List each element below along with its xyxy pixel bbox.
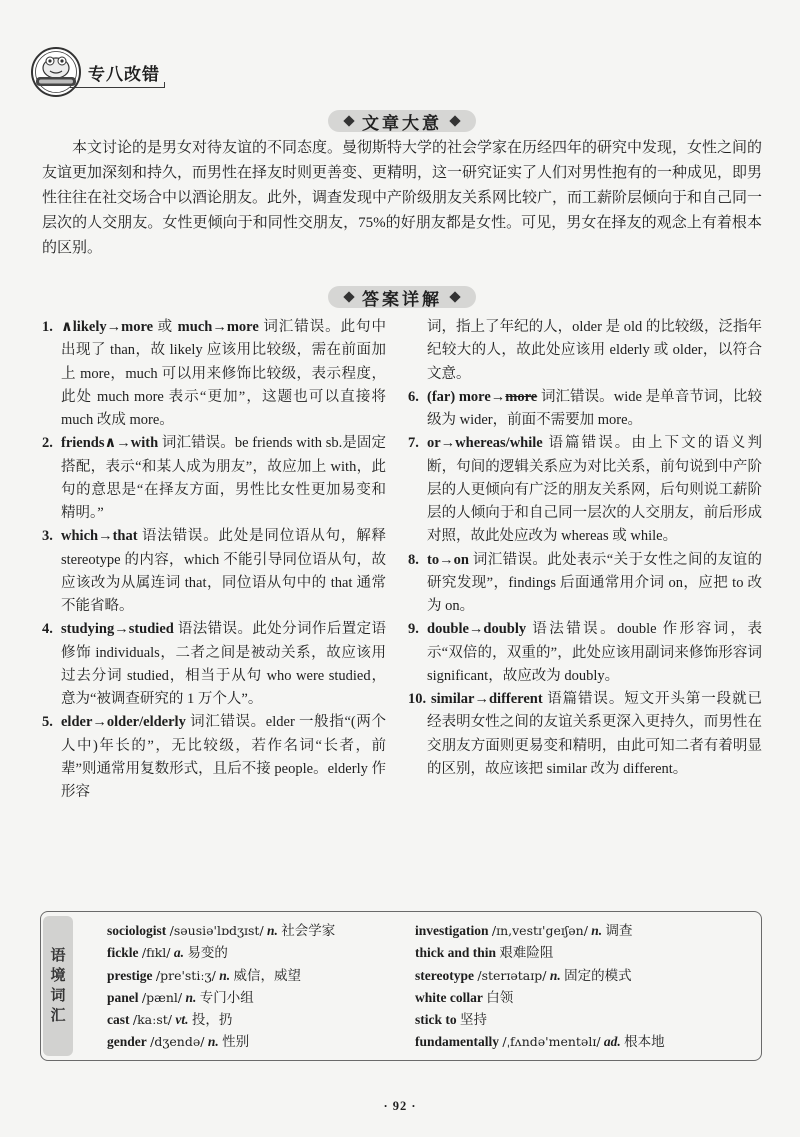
vocab-meaning: 专门小组 — [199, 989, 254, 1005]
vocab-pos: n. — [207, 1034, 219, 1050]
answer-columns — [42, 316, 762, 804]
logo-pupil-right — [60, 59, 63, 62]
explanation-text: 语篇错误。由上下文的语义判断，句间的逻辑关系应为对比关系，前句说到中产阶层的人更倾向有广泛的朋友关系网，后句则说工薪阶层的人倾向于和自己同一层次的人交朋友，前后形成对照，故此处应改为 whereas 或 while。 — [427, 435, 763, 545]
vocab-word: thick and thin — [415, 945, 497, 961]
vocab-word: stereotype — [415, 967, 474, 983]
explanation-text: 语法错误。此处分词作后置定语修饰 individuals，二者之间是被动关系，故应该用过去分词 studied，相当于从句 who were studied，意为“被调查研究的 1 万个人”。 — [61, 621, 387, 707]
answer-item-1 — [42, 316, 386, 432]
item-number: 2. — [42, 435, 53, 452]
vocab-meaning: 白领 — [486, 989, 514, 1005]
correction-text: (far) more→ — [427, 388, 506, 405]
explanation-text: 语法错误。double 作形容词，表示“双倍的，双重的”，此处应该用副词来修饰形容词 significant，故应改为 doubly。 — [427, 621, 763, 684]
answer-item-8 — [408, 549, 762, 619]
heading-band — [328, 286, 476, 308]
vocab-entry — [415, 920, 665, 942]
correction-text: which→that — [61, 528, 138, 545]
main-content — [42, 108, 762, 804]
vocab-entry — [415, 1031, 665, 1053]
vocab-meaning: 易变的 — [187, 945, 228, 961]
vocab-word: cast — [107, 1012, 130, 1028]
struck-word: more — [505, 388, 538, 405]
vocab-entry — [415, 942, 665, 964]
vocab-word: fundamentally — [415, 1034, 500, 1050]
item-number: 10. — [408, 691, 427, 707]
answers-right-column — [408, 316, 762, 804]
vocab-meaning: 艰难险阻 — [499, 945, 554, 961]
vocab-phonetic: /pænl/ — [141, 989, 183, 1005]
item-number: 3. — [42, 528, 53, 545]
vocab-word: sociologist — [107, 923, 167, 938]
vocab-meaning: 调查 — [605, 923, 633, 938]
answer-item-3 — [42, 525, 386, 618]
item-number: 7. — [408, 435, 419, 452]
header-underline-tick — [164, 82, 165, 88]
vocab-entry — [107, 1031, 335, 1053]
vocab-meaning: 根本地 — [624, 1034, 665, 1050]
heading-band — [328, 110, 476, 132]
correction-text: double→doubly — [427, 621, 527, 638]
vocab-word: fickle — [107, 945, 139, 961]
explanation-text: 语篇错误。短文开头第一段就已经表明女性之间的友谊关系更深入更持久，而男性在交朋友方面则更易变和精明，由此可知二者有着明显的区别，故应该把 similar 改为 different。 — [427, 691, 762, 777]
vocab-meaning: 性别 — [222, 1034, 250, 1050]
vocabulary-right-column — [415, 920, 665, 1054]
vocab-pos: n. — [267, 923, 278, 938]
page-number: · 92 · — [383, 1099, 417, 1113]
explanation-text: 词汇错误。此处表示“关于女性之间的友谊的研究发现”，findings 后面通常用介词 on，应把 to 改为 on。 — [427, 551, 763, 614]
explanation-text: 词，指上了年纪的人，older 是 old 的比较级，泛指年纪较大的人，故此处应该用 elderly 或 older，以符合文意。 — [427, 319, 762, 382]
heading-text: 答案详解 — [362, 289, 442, 309]
correction-text: friends∧→with — [61, 435, 159, 452]
answer-item-9 — [408, 618, 762, 688]
vocabulary-tab — [43, 916, 73, 1056]
vocab-entry — [107, 920, 335, 942]
item-number: 8. — [408, 551, 419, 568]
diamond-icon — [343, 115, 354, 126]
vocab-word: white collar — [415, 989, 483, 1005]
vocab-entry — [107, 965, 335, 987]
answers-heading — [42, 284, 762, 310]
correction-text: ∧likely→more — [61, 319, 154, 335]
correction-text-alt: much→more — [177, 319, 259, 335]
summary-heading — [42, 108, 762, 134]
vocab-entry — [415, 1009, 665, 1031]
vocab-meaning: 社会学家 — [281, 923, 336, 938]
vocab-meaning: 威信，威望 — [233, 967, 301, 983]
vocabulary-label: 语境词汇 — [50, 948, 66, 1024]
vocab-pos: n. — [549, 967, 561, 983]
answer-item-5 — [42, 711, 386, 804]
vocab-phonetic: /kaːst/ — [132, 1012, 172, 1028]
vocab-pos: n. — [591, 923, 603, 938]
chapter-title: 专八改错 — [88, 65, 160, 84]
explanation-text: 词汇错误。elder 一般指“(两个人中)年长的”，无比较级，若作名词“长者，前辈”则通常用复数形式，且后不接 people。elderly 作形容 — [61, 714, 386, 800]
vocab-word: panel — [107, 989, 139, 1005]
answer-item-5-continued — [408, 316, 762, 386]
explanation-text: 语法错误。此处是同位语从句，解释 stereotype 的内容，which 不能引导同位语从句，故应该改为从属连词 that，同位语从句中的 that 通常不能省略。 — [61, 528, 387, 614]
vocab-phonetic: /sterɪətaɪp/ — [477, 967, 547, 983]
correction-connector: 或 — [157, 319, 174, 335]
vocab-word: prestige — [107, 967, 153, 983]
vocabulary-box — [40, 911, 762, 1061]
vocab-entry — [107, 987, 335, 1009]
vocab-phonetic: /dʒendə/ — [150, 1034, 205, 1050]
answer-item-10 — [408, 688, 762, 781]
answer-item-4 — [42, 618, 386, 711]
summary-paragraph: 本文讨论的是男女对待友谊的不同态度。曼彻斯特大学的社会学家在历经四年的研究中发现，女性之间的友谊更加深刻和持久，而男性在择友时则更善变、更精明，这一研究证实了人们对男性抱有的一种成见，即男性往往在社交场合中以酒论朋友。此外，调查发现中产阶级朋友关系网比较广，而工薪阶层倾向于和自己同一层次的人交朋友。女性更倾向于和同性交朋友，75%的好朋友都是女性。可见，男女在择友的观念上有着根本的区别。 — [42, 140, 763, 256]
header-underline — [70, 87, 165, 88]
answer-item-7 — [408, 432, 762, 548]
vocab-pos: n. — [219, 967, 231, 983]
heading-text: 文章大意 — [362, 113, 442, 133]
logo-pupil-left — [48, 59, 51, 62]
vocab-word: stick to — [415, 1012, 457, 1028]
vocab-phonetic: /ˌfʌndə'mentəlɪ/ — [502, 1034, 601, 1050]
vocab-phonetic: /fɪkl/ — [141, 945, 171, 961]
vocab-pos: a. — [173, 945, 184, 961]
item-number: 5. — [42, 714, 53, 731]
vocab-pos: vt. — [175, 1012, 189, 1028]
diamond-icon — [449, 115, 460, 126]
vocab-phonetic: /pre'stiːʒ/ — [155, 967, 216, 983]
vocab-pos: ad. — [603, 1034, 621, 1050]
answer-item-6 — [408, 386, 762, 433]
item-number: 9. — [408, 621, 419, 638]
vocabulary-left-column — [107, 920, 335, 1054]
explanation-text: 词汇错误。be friends with sb.是固定搭配，表示“和某人成为朋友”，故应加上 with，此句的意思是“在择友方面，男性比女性更加易变和精明。” — [61, 435, 386, 521]
publisher-logo — [30, 46, 82, 98]
vocab-entry — [107, 1009, 335, 1031]
explanation-text: 词汇错误。wide 是单音节词，比较级为 wider，前面不需要加 more。 — [427, 388, 762, 428]
answer-item-2 — [42, 432, 386, 525]
explanation-text: 词汇错误。此句中出现了 than，故 likely 应该用比较级，需在前面加上 more，much 可以用来修饰比较级，表示程度，此处 much more 表示“更加”，这题也可以直接将 much 改成 more。 — [61, 319, 387, 428]
vocab-word: investigation — [415, 923, 489, 938]
vocab-entry — [415, 965, 665, 987]
vocab-phonetic: /ɪn,vestɪ'geɪʃən/ — [491, 923, 588, 938]
item-number: 6. — [408, 388, 419, 405]
vocab-entry — [415, 987, 665, 1009]
diamond-icon — [343, 291, 354, 302]
chapter-header — [30, 46, 190, 100]
correction-text: elder→older/elderly — [61, 714, 186, 731]
vocab-phonetic: /səusiə'lɒdʒɪst/ — [169, 923, 264, 938]
answers-left-column — [42, 316, 386, 804]
vocab-meaning: 投，扔 — [191, 1012, 233, 1028]
item-number: 1. — [42, 319, 53, 335]
logo-band-inner — [39, 80, 73, 84]
correction-text: to→on — [427, 551, 469, 568]
diamond-icon — [449, 291, 460, 302]
correction-text: or→whereas/while — [427, 435, 543, 452]
correction-text: studying→studied — [61, 621, 174, 638]
item-number: 4. — [42, 621, 53, 638]
vocab-word: gender — [107, 1034, 147, 1050]
vocab-pos: n. — [185, 989, 197, 1005]
vocab-entry — [107, 942, 335, 964]
vocab-meaning: 坚持 — [460, 1012, 487, 1028]
vocab-meaning: 固定的模式 — [564, 967, 632, 983]
correction-text: similar→different — [431, 691, 543, 707]
